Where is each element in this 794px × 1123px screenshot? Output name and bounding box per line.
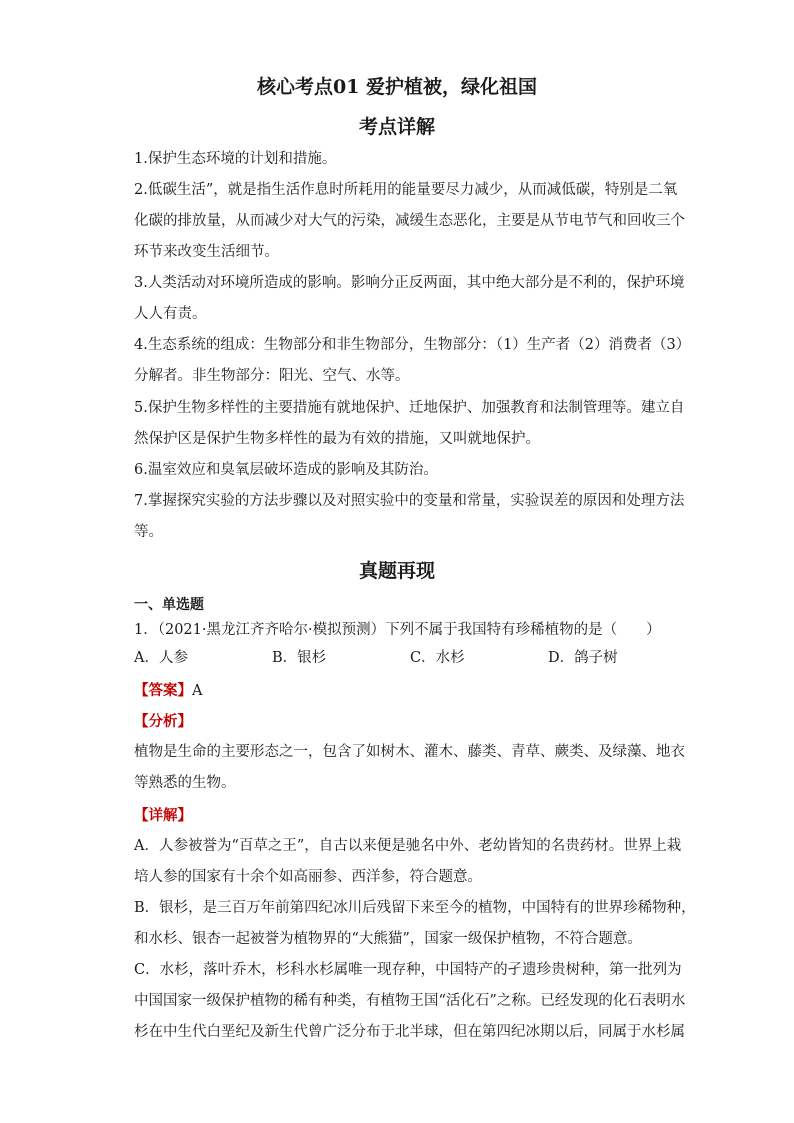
point-line: 5.保护生物多样性的主要措施有就地保护、迁地保护、加强教育和法制管理等。建立自 [134, 400, 685, 416]
answer-label: 【答案】 [134, 682, 192, 699]
point-4 [134, 330, 691, 392]
detail-line: 和水杉、银杏一起被誉为植物界的“大熊猫”，国家一级保护植物，不符合题意。 [134, 931, 642, 947]
detail-label: 【详解】 [134, 807, 192, 824]
section-heading-past-exams: 真题再现 [358, 560, 435, 582]
option-c: C．水杉 [410, 650, 465, 666]
detail-row [134, 804, 192, 825]
detail-line: 中国国家一级保护植物的稀有种类，有植物王国“活化石”之称。已经发现的化石表明水 [134, 993, 686, 1009]
point-line: 7.掌握探究实验的方法步骤以及对照实验中的变量和常量，实验误差的原因和处理方法 [134, 493, 685, 509]
detail-option-a [134, 831, 682, 893]
detail-option-c [134, 955, 686, 1048]
point-line: 2.低碳生活”，就是指生活作息时所耗用的能量要尽力减少，从而减低碳，特别是二氧 [134, 182, 678, 198]
point-line: 4.生态系统的组成：生物部分和非生物部分，生物部分：（1）生产者（2）消费者（3） [134, 337, 691, 353]
option-b: B．银杉 [272, 650, 327, 666]
point-7 [134, 486, 685, 548]
option-d: D．鸽子树 [548, 650, 618, 666]
answer-row [134, 679, 202, 700]
detail-line: A．人参被誉为“百草之王”，自古以来便是驰名中外、老幼皆知的名贵药材。世界上栽 [134, 838, 682, 854]
detail-line: 杉在中生代白垩纪及新生代曾广泛分布于北半球，但在第四纪冰期以后，同属于水杉属 [134, 1024, 685, 1040]
analysis-line: 植物是生命的主要形态之一，包含了如树木、灌木、藤类、青草、蕨类、及绿藻、地衣 [134, 744, 685, 760]
analysis-line: 等熟悉的生物。 [134, 775, 236, 791]
detail-line: B．银杉，是三百万年前第四纪冰川后残留下来至今的植物，中国特有的世界珍稀物种， [134, 900, 696, 916]
document-title: 核心考点01 爱护植被，绿化祖国 [256, 76, 538, 98]
analysis-text [134, 737, 685, 799]
section-heading-key-points: 考点详解 [358, 116, 435, 138]
point-line: 等。 [134, 524, 163, 540]
point-line: 化碳的排放量，从而减少对大气的污染，减缓生态恶化，主要是从节电节气和回收三个 [134, 213, 685, 229]
point-6 [134, 455, 674, 486]
answer-value: A [192, 683, 203, 699]
detail-option-b [134, 893, 696, 955]
point-line: 1.保护生态环境的计划和措施。 [134, 151, 337, 167]
point-line: 环节来改变生活细节。 [134, 244, 279, 260]
point-line: 6.温室效应和臭氧层破坏造成的影响及其防治。 [134, 462, 438, 478]
question-options [134, 646, 694, 674]
point-3 [134, 268, 685, 330]
detail-line: 培人参的国家有十余个如高丽参、西洋参，符合题意。 [134, 869, 482, 885]
point-2 [134, 175, 685, 268]
analysis-row [134, 710, 192, 731]
point-line: 人人有责。 [134, 306, 207, 322]
point-5 [134, 393, 685, 455]
point-line: 分解者。非生物部分：阳光、空气、水等。 [134, 368, 410, 384]
point-line: 3.人类活动对环境所造成的影响。影响分正反两面，其中绝大部分是不利的，保护环境 [134, 275, 685, 291]
question-type-label: 一、单选题 [134, 597, 204, 613]
question-stem: 1．（2021·黑龙江齐齐哈尔·模拟预测）下列不属于我国特有珍稀植物的是（ ） [134, 622, 661, 638]
point-line: 然保护区是保护生物多样性的最为有效的措施，又叫就地保护。 [134, 431, 540, 447]
detail-line: C．水杉，落叶乔木，杉科水杉属唯一现存种，中国特产的孑遗珍贵树种，第一批列为 [134, 962, 682, 978]
point-1 [134, 144, 674, 175]
analysis-label: 【分析】 [134, 713, 192, 730]
option-a: A．人参 [134, 650, 188, 666]
